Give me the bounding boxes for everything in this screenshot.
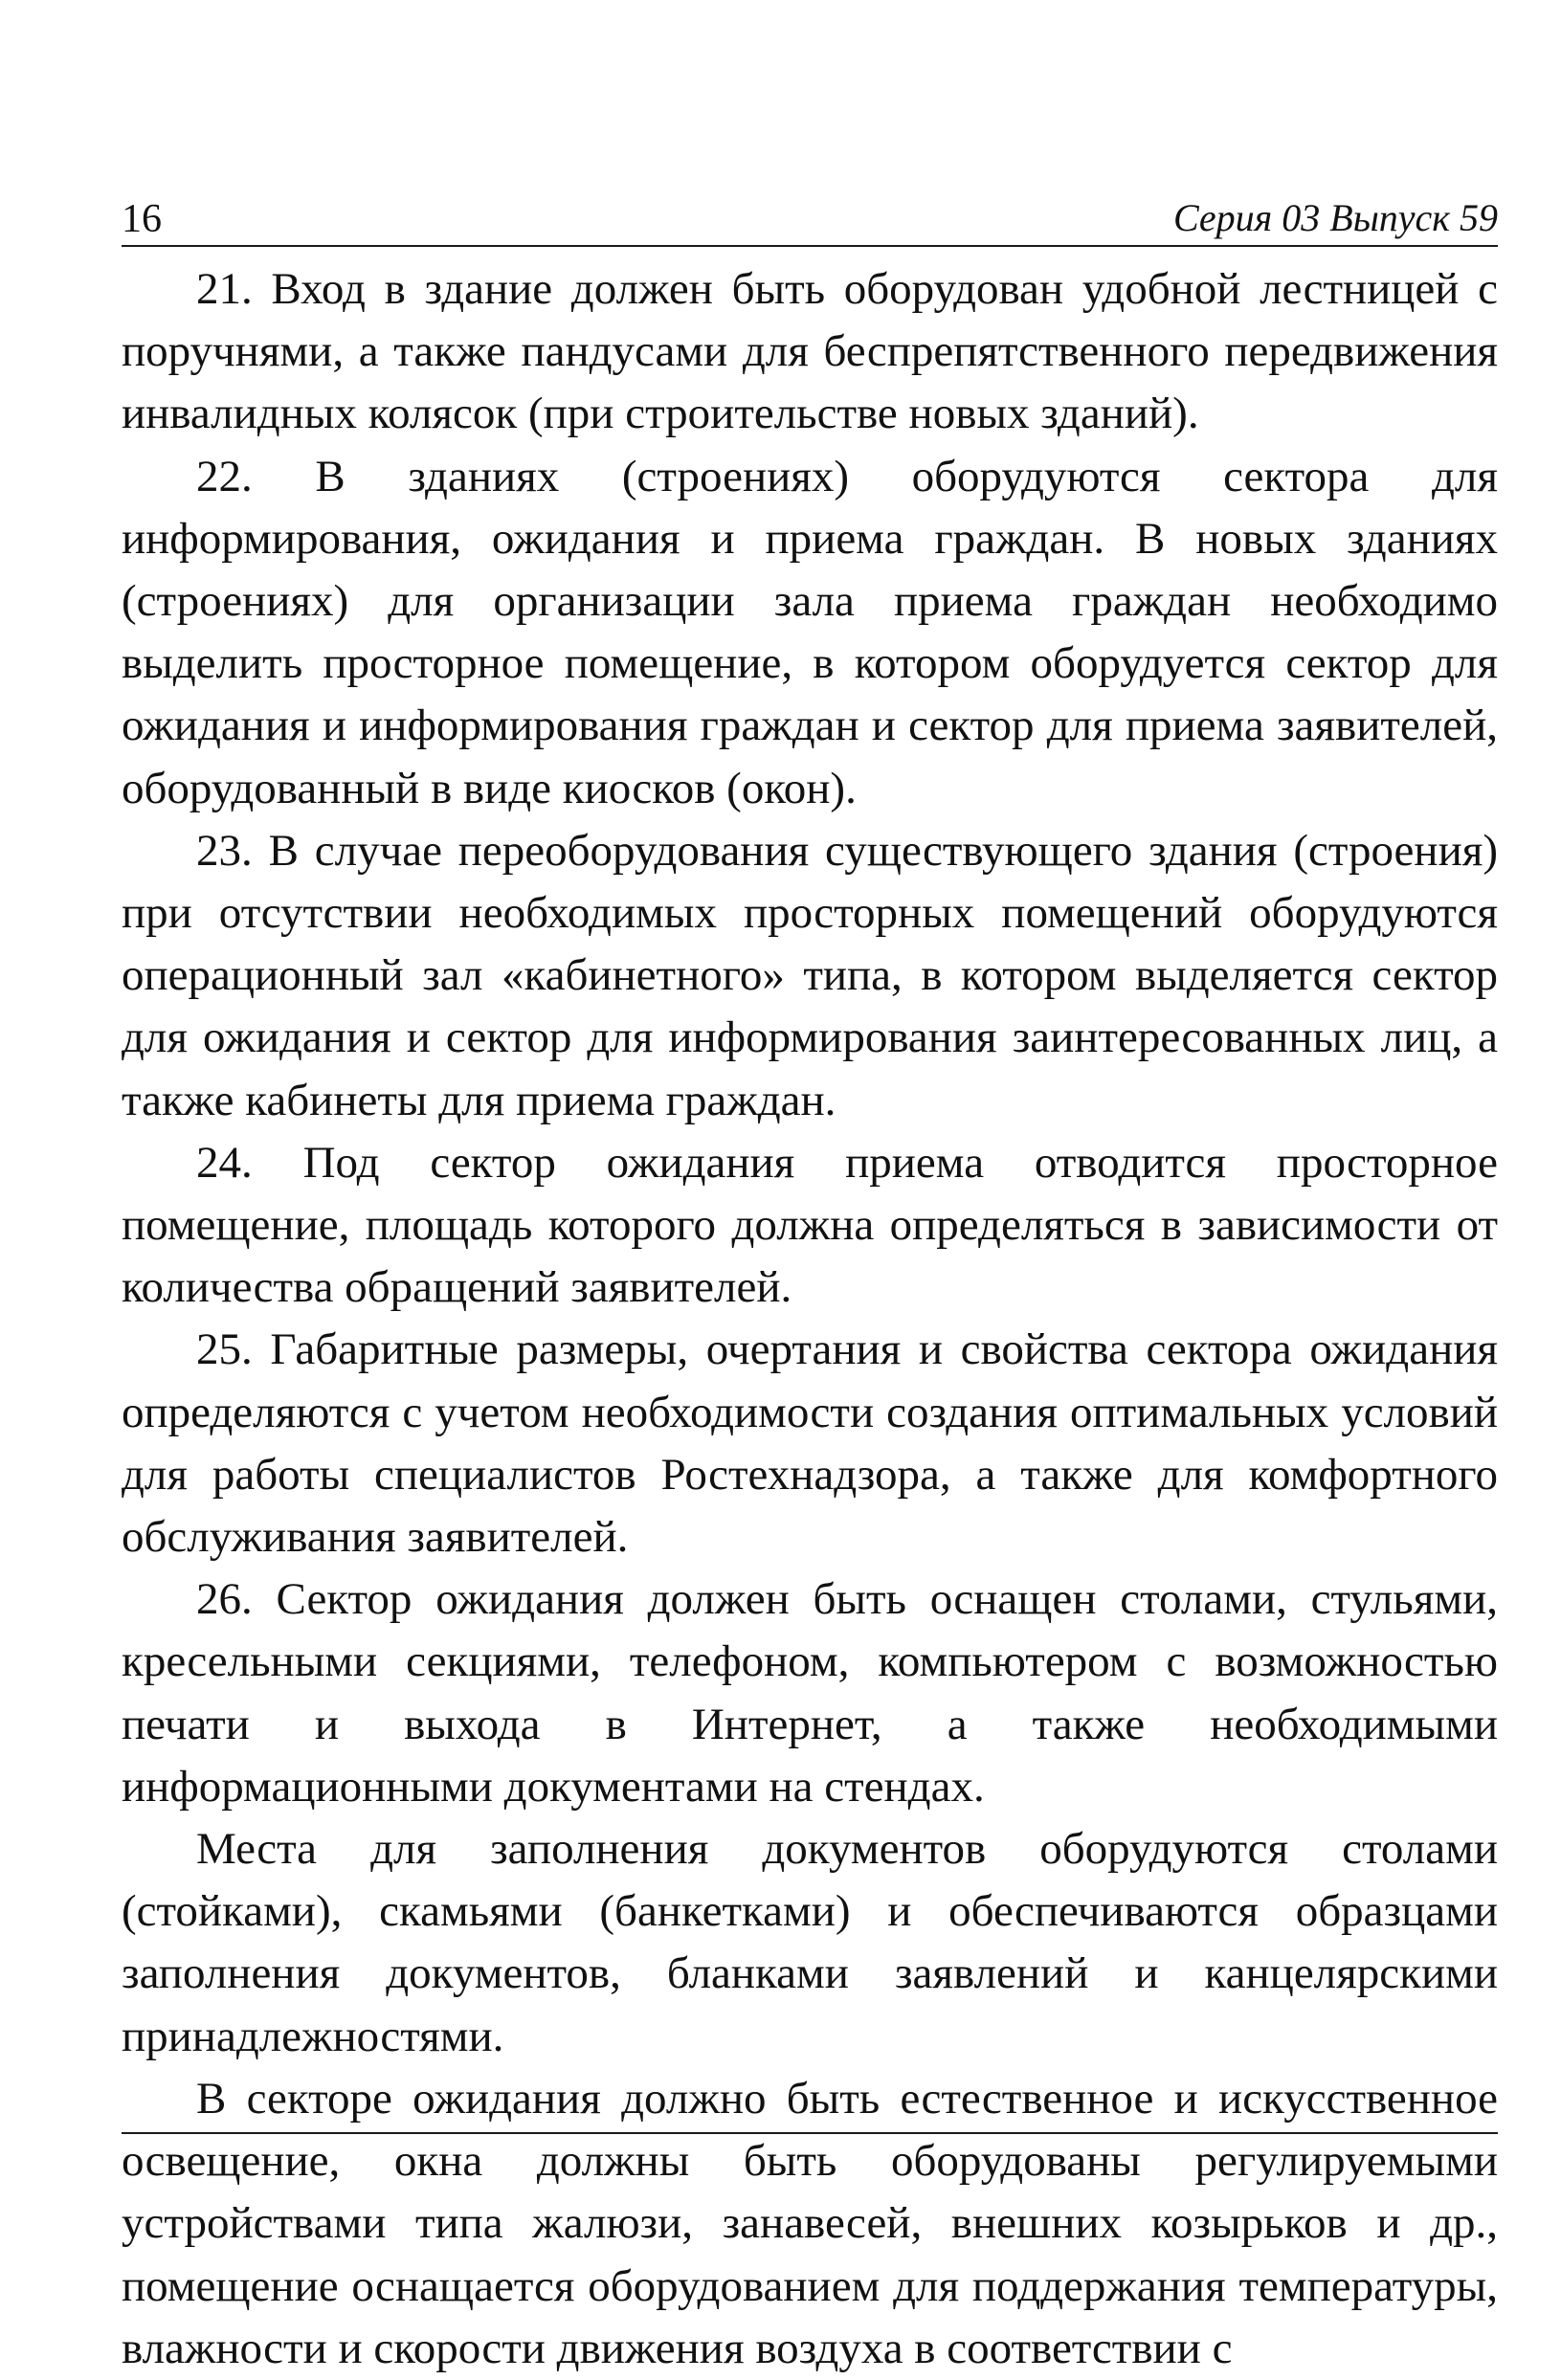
paragraph-23: 23. В случае переоборудования существующего здания (строения) при отсутствии необходимых просторных помещений оборудуются операционный зал «кабинетного» типа, в котором выделяется сектор для ожидания и сектор для информирования заинтересованных лиц, а также кабинеты для приема граждан. [122, 825, 1498, 1125]
paragraph-26: 26. Сектор ожидания должен быть оснащен столами, стульями, кресельными секциями, телефоном, компьютером с возможностью печати и выхода в Интернет, а также необходимыми информационными документами на стендах. [122, 1574, 1498, 1812]
paragraph-25: 25. Габаритные размеры, очертания и свойства сектора ожидания определяются с учетом необходимости создания оптимальных условий для работы специалистов Ростехнадзора, а также для комфортного обслуживания заявителей. [122, 1324, 1498, 1563]
paragraph-21: 21. Вход в здание должен быть оборудован удобной лестницей с поручнями, а также пандусами для беспрепятственного передвижения инвалидных колясок (при строительстве новых зданий). [122, 264, 1498, 439]
page-header [122, 191, 1498, 247]
paragraph-22: 22. В зданиях (строениях) оборудуются сектора для информирования, ожидания и приема граждан. В новых зданиях (строениях) для организации зала приема граждан необходимо выделить просторное помещение, в котором оборудуется сектор для ожидания и информирования граждан и сектор для приема заявителей, оборудованный в виде киосков (окон). [122, 451, 1498, 813]
page-number: 16 [122, 197, 162, 241]
body-text [122, 258, 1498, 2380]
footer-rule [122, 2132, 1498, 2134]
paragraph-24: 24. Под сектор ожидания приема отводится просторное помещение, площадь которого должна определяться в зависимости от количества обращений заявителей. [122, 1137, 1498, 1313]
running-head: Серия 03 Выпуск 59 [1172, 196, 1498, 239]
paragraph-filling-places: Места для заполнения документов оборудуются столами (стойками), скамьями (банкетками) и обеспечиваются образцами заполнения документов, бланками заявлений и канцелярскими принадлежностями. [122, 1824, 1498, 2061]
paragraph-lighting: В секторе ожидания должно быть естественное и искусственное освещение, окна должны быть оборудованы регулируемыми устройствами типа жалюзи, занавесей, внешних козырьков и др., помещение оснащается оборудованием для поддержания температуры, влажности и скорости движения воздуха в соответствии с [122, 2073, 1498, 2373]
